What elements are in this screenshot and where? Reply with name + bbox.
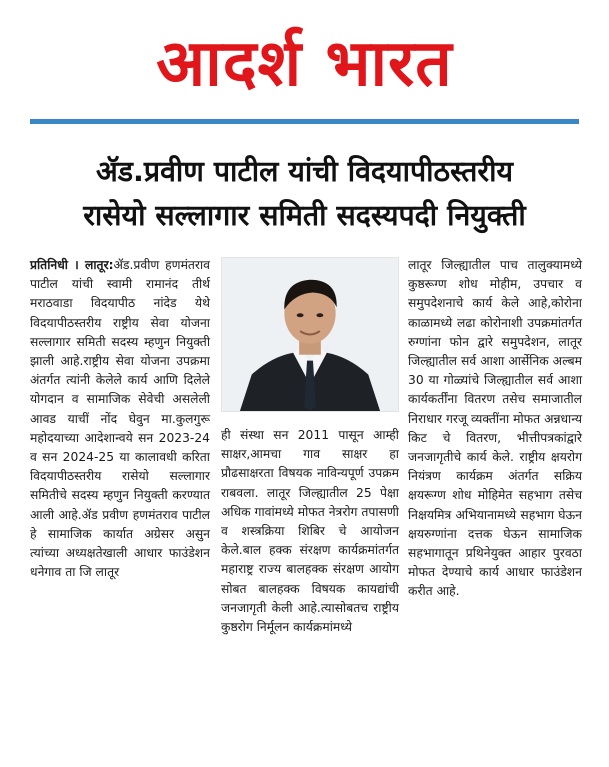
masthead-divider xyxy=(30,119,579,124)
article-column-1 xyxy=(30,256,210,582)
byline: प्रतिनिधी । लातूर: xyxy=(30,258,114,272)
portrait-illustration xyxy=(222,258,398,411)
article-column-2: ही संस्था सन 2011 पासून आम्ही साक्षर,आमचा गाव साक्षर हा प्रौढसाक्षरता विषयक नाविन्यपूर्ण उपक्रम राबवला. लातूर जिल्ह्यातील 25 पेक्षा अधिक गावांमध्ये मोफत नेत्ररोग तपासणी व शस्त्रक्रिया शिबिर चे आयोजन केले.बाल हक्क संरक्षण कार्यक्रमांतर्गत महाराष्ट्र राज्य बालहक्क संरक्षण आयोग सोबत बालहक्क विषयक कायद्यांची जनजागृती केली आहे.त्यासोबतच राष्ट्रीय कुष्ठरोग निर्मूलन कार्यक्रमांमध्ये xyxy=(221,428,399,635)
headline-line-1: ॲड.प्रवीण पाटील यांची विदयापीठस्तरीय xyxy=(96,155,513,188)
article-column-3: लातूर जिल्ह्यातील पाच तालुक्यामध्ये कुष्ठरूग्ण शोध मोहीम, उपचार व समुपदेशनाचे कार्य केले आहे,कोरोना काळामध्ये लढा कोरोनाशी उपक्रमांतर्गत रुग्णांना फोन द्वारे समुपदेशन, लातूर जिल्ह्यातील सर्व आशा आर्सेनिक अल्बम 30 या गोळ्यांचे जिल्ह्यातील सर्व आशा कार्यकर्तींना वितरण तसेच समाजातील निराधार गरजू व्यक्तींना मोफत अन्नधान्य किट चे वितरण, भीत्तीपत्रकांद्वारे जनजागृतीचे कार्य केले. राष्ट्रीय क्षयरोग नियंत्रण कार्यक्रम अंतर्गत सक्रिय क्षयरूग्ण शोध मोहिमेत सहभाग तसेच निक्षयमित्र अभियानामध्ये सहभाग घेऊन क्षयरुग्णांना दत्तक घेऊन सामाजिक सहभागातून प्रथिनेयुक्त आहार पुरवठा मोफत देण्याचे कार्य आधार फाउंडेशन करीत आहे. xyxy=(408,258,582,599)
newspaper-masthead: आदर्श भारत xyxy=(156,27,453,101)
portrait-photo xyxy=(221,257,399,412)
article-headline xyxy=(20,150,589,238)
headline-line-2: रासेयो सल्लागार समिती सदस्यपदी नियुक्ती xyxy=(83,199,526,232)
column-1-text: ॲड.प्रवीण हणमंतराव पाटील यांची स्वामी रामानंद तीर्थ मराठवाडा विदयापीठ नांदेड येथे विदयापीठस्तरीय राष्ट्रीय सेवा योजना सल्लागार समिती सदस्य म्हणुन नियुक्ती झाली आहे.राष्ट्रीय सेवा योजना उपक्रमा अंतर्गत त्यांनी केलेले कार्य आणि दिलेले योगदान व सामाजिक सेवेची असलेली आवड याचीं नोंद घेवुन मा.कुलगुरू महोदयाच्या आदेशान्वये सन 2023-24 व सन 2024-25 या कालावधी करिता विदयापीठस्तरीय रासेयो सल्लागार समितीचे सदस्य म्हणुन नियुक्ती करण्यात आली आहे.ॲड प्रवीण हणमंतराव पाटील हे सामाजिक कार्यात अग्रेसर असुन त्यांच्या अध्यक्षतेखाली आधार फाउंडेशन धनेगाव ता जि लातूर xyxy=(30,258,210,580)
